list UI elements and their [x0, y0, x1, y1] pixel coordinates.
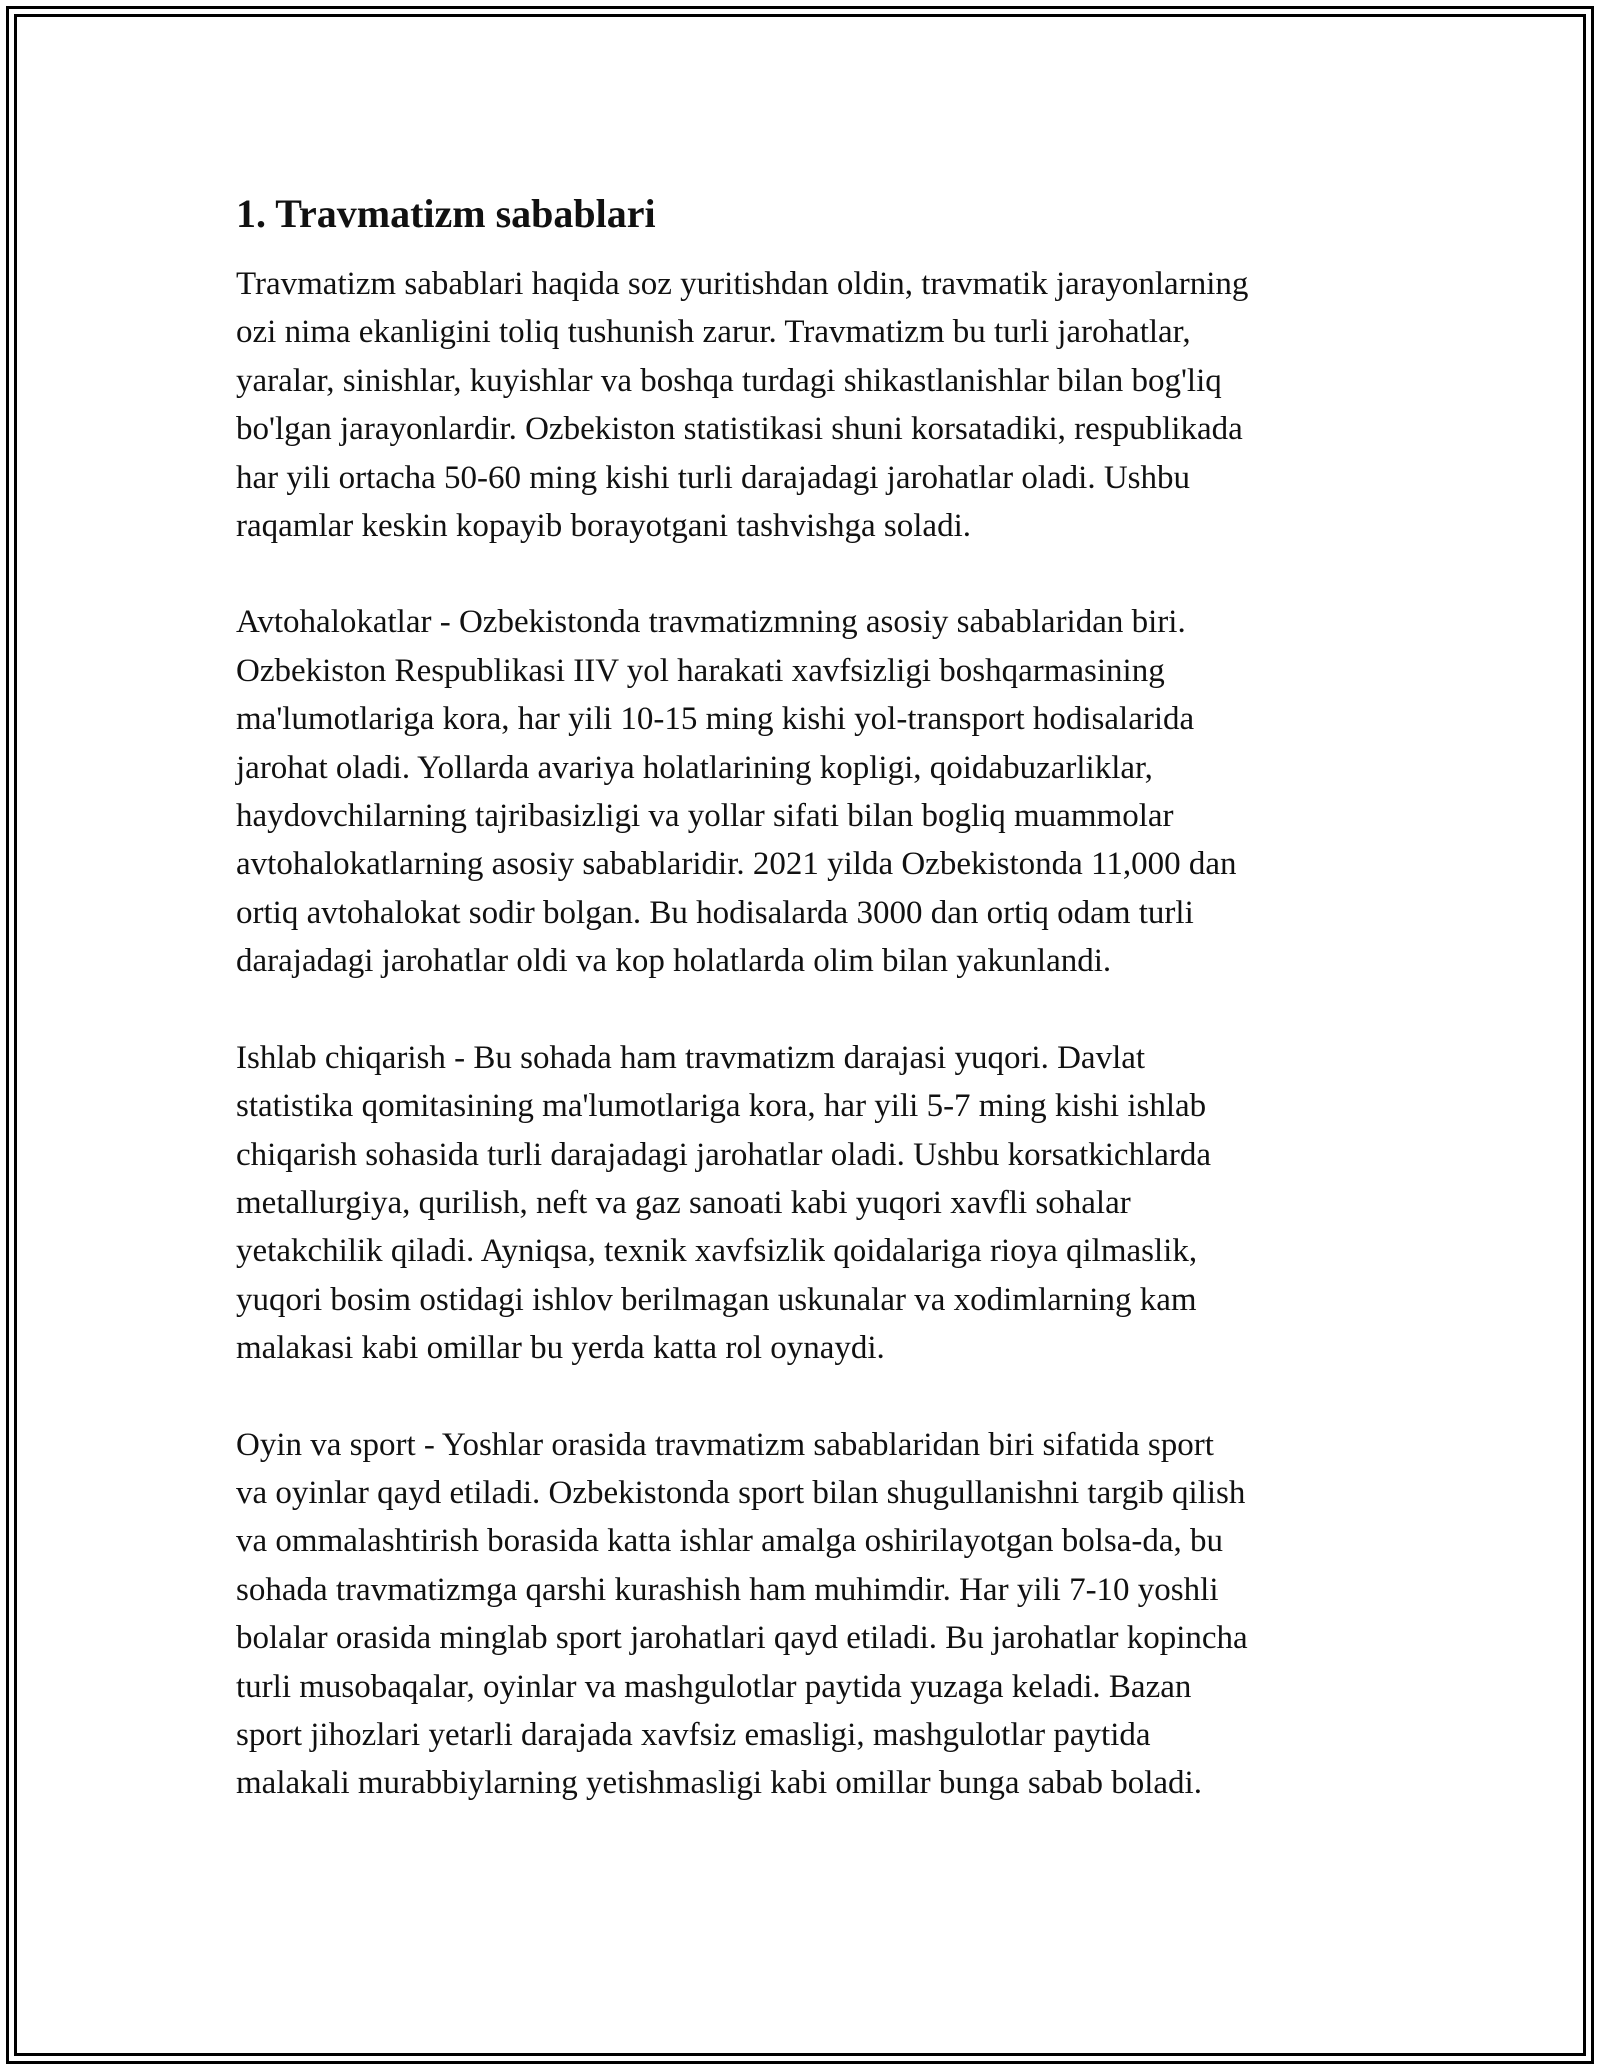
- text-line: Travmatizm sabablari haqida soz yuritishdan oldin, travmatik jarayonlarning: [236, 266, 1249, 302]
- text-line: ma'lumotlariga kora, har yili 10-15 ming kishi yol-transport hodisalarida: [236, 701, 1195, 738]
- section-heading: 1. Travmatizm sabablari: [236, 191, 656, 236]
- text-line: metallurgiya, qurilish, neft va gaz sanoati kabi yuqori xavfli sohalar: [236, 1184, 1131, 1221]
- text-line: statistika qomitasining ma'lumotlariga kora, har yili 5-7 ming kishi ishlab: [236, 1088, 1207, 1125]
- text-line: Avtohalokatlar - Ozbekistonda travmatizmning asosiy sabablaridan biri.: [236, 604, 1186, 641]
- paragraph-intro: [236, 260, 1376, 550]
- paragraph-industry: [236, 1034, 1376, 1373]
- text-line: chiqarish sohasida turli darajadagi jarohatlar oladi. Ushbu korsatkichlarda: [236, 1136, 1212, 1173]
- text-line: bolalar orasida minglab sport jarohatlari qayd etiladi. Bu jarohatlar kopincha: [236, 1620, 1248, 1657]
- text-line: jarohat oladi. Yollarda avariya holatlarining kopligi, qoidabuzarliklar,: [236, 749, 1153, 786]
- document-body: [236, 186, 1376, 1856]
- text-line: va oyinlar qayd etiladi. Ozbekistonda sport bilan shugullanishni targib qilish: [236, 1474, 1246, 1511]
- paragraph-road-accidents: [236, 598, 1376, 985]
- text-line: har yili ortacha 50-60 ming kishi turli darajadagi jarohatlar oladi. Ushbu: [236, 459, 1190, 496]
- text-line: Ozbekiston Respublikasi IIV yol harakati xavfsizligi boshqarmasining: [236, 652, 1165, 689]
- paragraph-sport: [236, 1421, 1376, 1808]
- text-line: ortiq avtohalokat sodir bolgan. Bu hodisalarda 3000 dan ortiq odam turli: [236, 894, 1194, 931]
- text-line: yetakchilik qiladi. Ayniqsa, texnik xavfsizlik qoidalariga rioya qilmaslik,: [236, 1233, 1198, 1270]
- text-line: haydovchilarning tajribasizligi va yollar sifati bilan bogliq muammolar: [236, 798, 1174, 835]
- text-line: darajadagi jarohatlar oldi va kop holatlarda olim bilan yakunlandi.: [236, 943, 1112, 980]
- text-line: avtohalokatlarning asosiy sabablaridir. 2021 yilda Ozbekistonda 11,000 dan: [236, 846, 1237, 883]
- text-line: Oyin va sport - Yoshlar orasida travmatizm sabablaridan biri sifatida sport: [236, 1426, 1214, 1463]
- text-line: yaralar, sinishlar, kuyishlar va boshqa turdagi shikastlanishlar bilan bog'liq: [236, 362, 1222, 399]
- text-line: yuqori bosim ostidagi ishlov berilmagan uskunalar va xodimlarning kam: [236, 1281, 1197, 1318]
- text-line: sport jihozlari yetarli darajada xavfsiz emasligi, mashgulotlar paytida: [236, 1716, 1151, 1753]
- text-line: va ommalashtirish borasida katta ishlar amalga oshirilayotgan bolsa-da, bu: [236, 1523, 1223, 1560]
- text-line: Ishlab chiqarish - Bu sohada ham travmatizm darajasi yuqori. Davlat: [236, 1039, 1146, 1076]
- text-line: ozi nima ekanligini toliq tushunish zarur. Travmatizm bu turli jarohatlar,: [236, 314, 1191, 351]
- text-line: turli musobaqalar, oyinlar va mashgulotlar paytida yuzaga keladi. Bazan: [236, 1668, 1192, 1705]
- text-line: raqamlar keskin kopayib borayotgani tashvishga soladi.: [236, 508, 971, 545]
- text-line: sohada travmatizmga qarshi kurashish ham muhimdir. Har yili 7-10 yoshli: [236, 1571, 1219, 1608]
- text-line: malakasi kabi omillar bu yerda katta rol oynaydi.: [236, 1330, 885, 1367]
- text-line: malakali murabbiylarning yetishmasligi kabi omillar bunga sabab boladi.: [236, 1765, 1202, 1802]
- text-line: bo'lgan jarayonlardir. Ozbekiston statistikasi shuni korsatadiki, respublikada: [236, 411, 1243, 448]
